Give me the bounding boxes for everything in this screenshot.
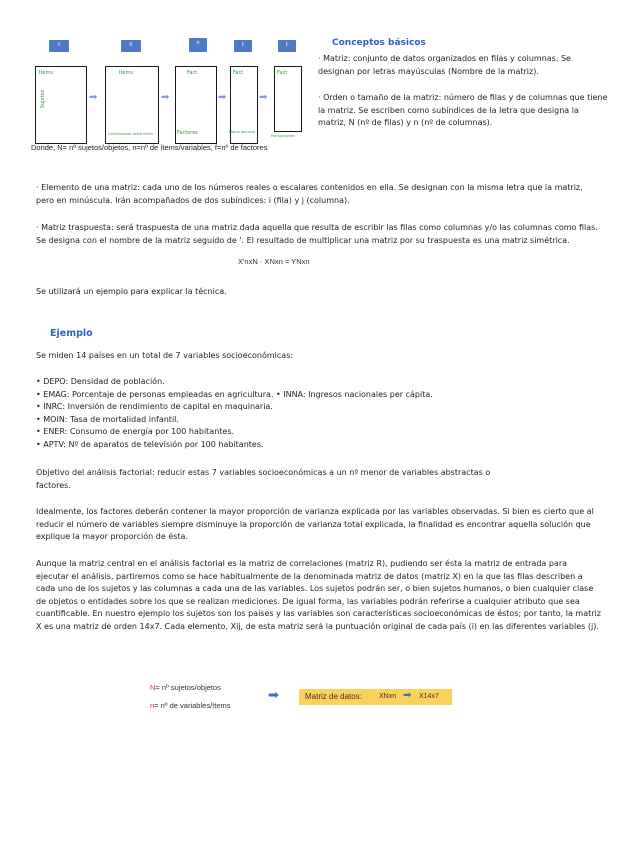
variables-list [36, 376, 602, 451]
legend-n-text: = nº de variables/ítems [154, 701, 231, 710]
objetivo-text: Objetivo del análisis factorial: reducir estas 7 variables socioeconómicas a un nº menor de variables abstractas o factores. [36, 468, 491, 490]
utilizara-text: Se utilizará un ejemplo para explicar la técnica. [36, 287, 227, 296]
label-items-2: Items [119, 70, 133, 76]
list-item: • MOIN: Tasa de mortalidad infantil. [36, 414, 179, 424]
list-item: • INRC: Inversión de rendimiento de capital en maquinaria. [36, 402, 273, 411]
list-item: • DEPO: Densidad de población. [36, 377, 165, 386]
aunque-text: Aunque la matriz central en el análisis factorial es la matriz de correlaciones (matriz R), pudiendo ser ésta la matriz de entrada para ejecutar el análisis, partiremos como se hace habitualmente de la denominada matriz de datos (matriz X) en la que las filas describen a cada uno de los sujetos y las columnas a cada una de las variables. Los sujetos podrán ser, o bien sujetos humanos, o bien cualquier clase de objetos o entidades sobre los que se realizan mediciones. De igual forma, las variables podrán referirse a cualquier atributo que sea cuantificable. En nuestro ejemplo los sujetos son los países y las variables son características socioeconómicas de éstos; por tanto, la matriz X es una matriz de orden 14x7. Cada elemento, Xij, de esta matriz será la puntuación original de cada país (i) en las diferentes variables (j). [36, 559, 601, 631]
orden-definition: · Orden o tamaño de la matriz: número de filas y de columnas que tiene la matriz. Se escriben como subíndices de la letra que designa la matriz, N (nº de filas) y n (nº de columnas). [318, 93, 608, 127]
matrix-badge-r: R [121, 40, 141, 52]
ejemplo-title: Ejemplo [50, 328, 93, 339]
label-fact-2: Fact [233, 70, 244, 76]
arrow-right-icon: ➡ [403, 690, 412, 701]
matrix-badge-a: A [189, 38, 207, 52]
data-matrix-label: Matriz de datos: [305, 692, 362, 701]
matriz-definition: · Matriz: conjunto de datos organizados en filas y columnas. Se designan por letras mayúsculas (Nombre de la matriz). [318, 54, 571, 76]
legend-n-letter: n [150, 701, 155, 710]
list-item: • EMAG: Porcentaje de personas empleadas en agricultura. • INNA: Ingresos nacionales per cápita. [36, 389, 433, 399]
ejemplo-intro: Se miden 14 países en un total de 7 variables socioeconómicas: [36, 351, 294, 360]
traspuesta-definition: · Matriz traspuesta: será traspuesta de una matriz dada aquella que resulta de escribir las filas como columnas y/o las columnas como filas. Se designa con el nombre de la matriz seguido de '. El resultado de multiplicar una matriz por su traspuesta es una matriz simétrica. [36, 223, 598, 245]
matrix-badge-y: Y [49, 40, 69, 52]
figure-caption: Donde, N= nº sujetos/objetos, n=nº de ítems/variables, f=nº de factores [31, 143, 268, 152]
matrix-diagram-figure [31, 32, 311, 152]
matrix-badge-f2: F [278, 40, 296, 52]
conceptos-title: Conceptos básicos [332, 38, 426, 48]
label-matriz-factorial: Matriz factorial [229, 130, 256, 134]
data-matrix-box [299, 689, 452, 705]
legend-N-letter: N [150, 683, 156, 692]
label-items: Items [39, 70, 53, 76]
label-correlaciones: Correlaciones entre items [108, 132, 154, 136]
legend-N-text: = nº sujetos/objetos [155, 683, 221, 692]
arrow-right-icon: ➡ [268, 688, 279, 703]
matrix-badge-f: F [234, 40, 252, 52]
arrow-icon: ➡ [218, 92, 227, 103]
legend-n-subjects [150, 683, 221, 692]
legend-n-variables [150, 701, 231, 710]
label-factores: Factores [177, 130, 198, 136]
arrow-icon: ➡ [89, 92, 98, 103]
matrix-to: X14x7 [419, 693, 439, 700]
list-item: • APTV: Nº de aparatos de televisión por 100 habitantes. [36, 439, 264, 449]
label-puntuaciones: Puntuaciones [271, 134, 295, 138]
list-item: • ENER: Consumo de energía por 100 habitantes. [36, 427, 235, 436]
arrow-icon: ➡ [161, 92, 170, 103]
matrix-from: XNxn [379, 693, 397, 700]
label-sujetos: Sujetos [40, 89, 47, 109]
elemento-definition: · Elemento de una matriz: cada uno de los números reales o escalares contenidos en ella. Se designan con la misma letra que la matriz, pero en minúscula. Irán acompañados de dos subíndices: i (fila) y j (columna). [36, 183, 583, 205]
label-fact-3: Fact [277, 70, 288, 76]
label-fact: Fact [187, 70, 198, 76]
arrow-icon: ➡ [259, 92, 268, 103]
idealmente-text: Idealmente, los factores deberán contener la mayor proporción de varianza explicada por las variables observadas. Si bien es cierto que al reducir el número de variables siempre disminuye la proporción de varianza total explicada, la finalidad es encontrar aquella solución que explique la mayor proporción de ésta. [36, 507, 594, 541]
traspuesta-formula: X'nxN · XNxn = YNxn [238, 257, 310, 266]
